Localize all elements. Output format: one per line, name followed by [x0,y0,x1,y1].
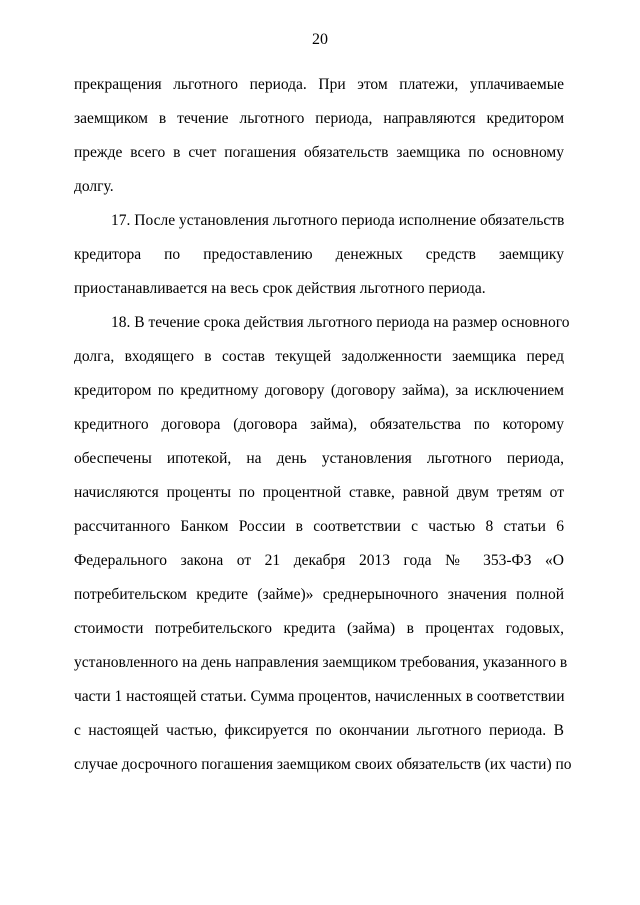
text-line: кредитного договора (договора займа), обязательства по которому [74,416,564,433]
text-line: прекращения льготного периода. При этом платежи, уплачиваемые [74,76,564,93]
text-line: 18. В течение срока действия льготного периода на размер основного [111,314,570,331]
text-line: начисляются проценты по процентной ставке, равной двум третям от [74,484,564,501]
text-line: потребительском кредите (займе)» среднерыночного значения полной [74,586,564,603]
text-line: установленного на день направления заемщиком требования, указанного в [74,654,568,671]
text-line: случае досрочного погашения заемщиком своих обязательств (их части) по [74,756,572,773]
paragraph-17 [74,204,564,306]
text-line: долгу. [74,178,114,195]
text-line: с настоящей частью, фиксируется по окончании льготного периода. В [74,722,564,739]
text-line: обеспечены ипотекой, на день установления льготного периода, [74,450,564,467]
text-line: долга, входящего в состав текущей задолженности заемщика перед [74,348,564,365]
text-line: кредитора по предоставлению денежных средств заемщику [74,246,564,263]
text-line: прежде всего в счет погашения обязательств заемщика по основному [74,144,564,161]
paragraph-continuation [74,68,564,204]
text-line: части 1 настоящей статьи. Сумма процентов, начисленных в соответствии [74,688,565,705]
text-line: рассчитанного Банком России в соответствии с частью 8 статьи 6 [74,518,564,535]
text-line: заемщиком в течение льготного периода, направляются кредитором [74,110,564,127]
text-line: приостанавливается на весь срок действия льготного периода. [74,280,486,297]
text-line: Федерального закона от 21 декабря 2013 года № 353-ФЗ «О [74,552,564,569]
page-number: 20 [312,31,328,48]
text-line: 17. После установления льготного периода исполнение обязательств [111,212,565,229]
text-line: стоимости потребительского кредита (займа) в процентах годовых, [74,620,564,637]
document-body [74,68,572,782]
text-line: кредитором по кредитному договору (договору займа), за исключением [74,382,564,399]
paragraph-18 [74,306,572,782]
